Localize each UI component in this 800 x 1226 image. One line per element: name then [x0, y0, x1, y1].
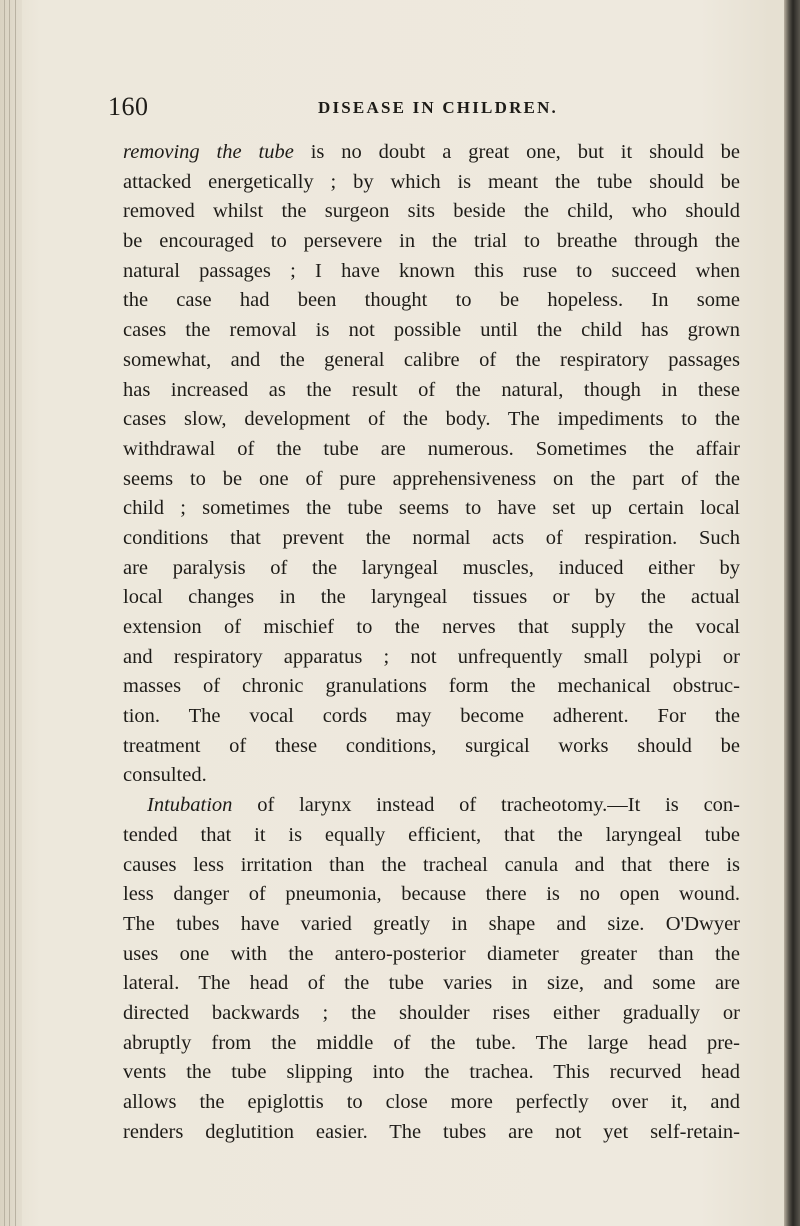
text-line: withdrawal of the tube are numerous. Sometimes the affair	[123, 437, 740, 460]
text-line: seems to be one of pure apprehensiveness on the part of the	[123, 467, 740, 490]
text-line: causes less irritation than the tracheal canula and that there is	[123, 853, 740, 876]
text-line: are paralysis of the laryngeal muscles, induced either by	[123, 556, 740, 579]
text-line: has increased as the result of the natural, though in these	[123, 378, 740, 401]
text-line: treatment of these conditions, surgical works should be	[123, 734, 740, 757]
binding-gutter	[0, 0, 22, 1226]
text-line: cases slow, development of the body. The impediments to the	[123, 408, 740, 431]
text-line: vents the tube slipping into the trachea. This recurved head	[123, 1061, 740, 1084]
text-line: Intubation of larynx instead of tracheotomy.—It is con-	[147, 794, 740, 817]
text-line: lateral. The head of the tube varies in size, and some are	[123, 972, 740, 995]
text-line: renders deglutition easier. The tubes are not yet self-retain-	[123, 1120, 740, 1143]
text-line: extension of mischief to the nerves that supply the vocal	[123, 616, 740, 638]
text-line: allows the epiglottis to close more perfectly over it, and	[123, 1091, 740, 1113]
text-line: child ; sometimes the tube seems to have set up certain local	[123, 497, 740, 520]
text-line: consulted.	[123, 764, 207, 787]
text-line: and respiratory apparatus ; not unfrequently small polypi or	[123, 645, 740, 668]
text-line: directed backwards ; the shoulder rises either gradually or	[123, 1001, 740, 1024]
gutter-rule	[15, 0, 16, 1226]
running-head	[108, 92, 768, 122]
text-line: removing the tube is no doubt a great one, but it should be	[123, 141, 740, 163]
text-line: less danger of pneumonia, because there is no open wound.	[123, 883, 740, 906]
body-text	[123, 138, 740, 1147]
text-line: abruptly from the middle of the tube. The large head pre-	[123, 1031, 740, 1054]
running-head-title: DISEASE IN CHILDREN.	[317, 98, 559, 117]
page-edge-shadow	[784, 0, 800, 1226]
text-line: conditions that prevent the normal acts of respiration. Such	[123, 526, 740, 549]
text-line: uses one with the antero-posterior diameter greater than the	[123, 942, 740, 965]
page-number: 160	[108, 92, 149, 121]
text-line: be encouraged to persevere in the trial to breathe through the	[123, 230, 740, 253]
text-line: the case had been thought to be hopeless. In some	[123, 289, 740, 312]
text-line: somewhat, and the general calibre of the respiratory passages	[123, 348, 740, 371]
text-line: cases the removal is not possible until the child has grown	[123, 319, 740, 342]
text-line: tended that it is equally efficient, that the laryngeal tube	[123, 823, 740, 846]
gutter-rule	[4, 0, 5, 1226]
text-line: natural passages ; I have known this ruse to succeed when	[123, 259, 740, 282]
text-line: The tubes have varied greatly in shape and size. O'Dwyer	[123, 912, 740, 935]
text-line: attacked energetically ; by which is meant the tube should be	[123, 170, 740, 193]
italic-phrase: Intubation	[147, 794, 233, 817]
gutter-rule	[9, 0, 10, 1226]
text-line: local changes in the laryngeal tissues or by the actual	[123, 586, 740, 609]
text-line: masses of chronic granulations form the mechanical obstruc-	[123, 675, 740, 698]
italic-phrase: removing the tube	[123, 141, 294, 163]
text-line: tion. The vocal cords may become adherent. For the	[123, 705, 740, 728]
text-line: removed whilst the surgeon sits beside the child, who should	[123, 200, 740, 223]
